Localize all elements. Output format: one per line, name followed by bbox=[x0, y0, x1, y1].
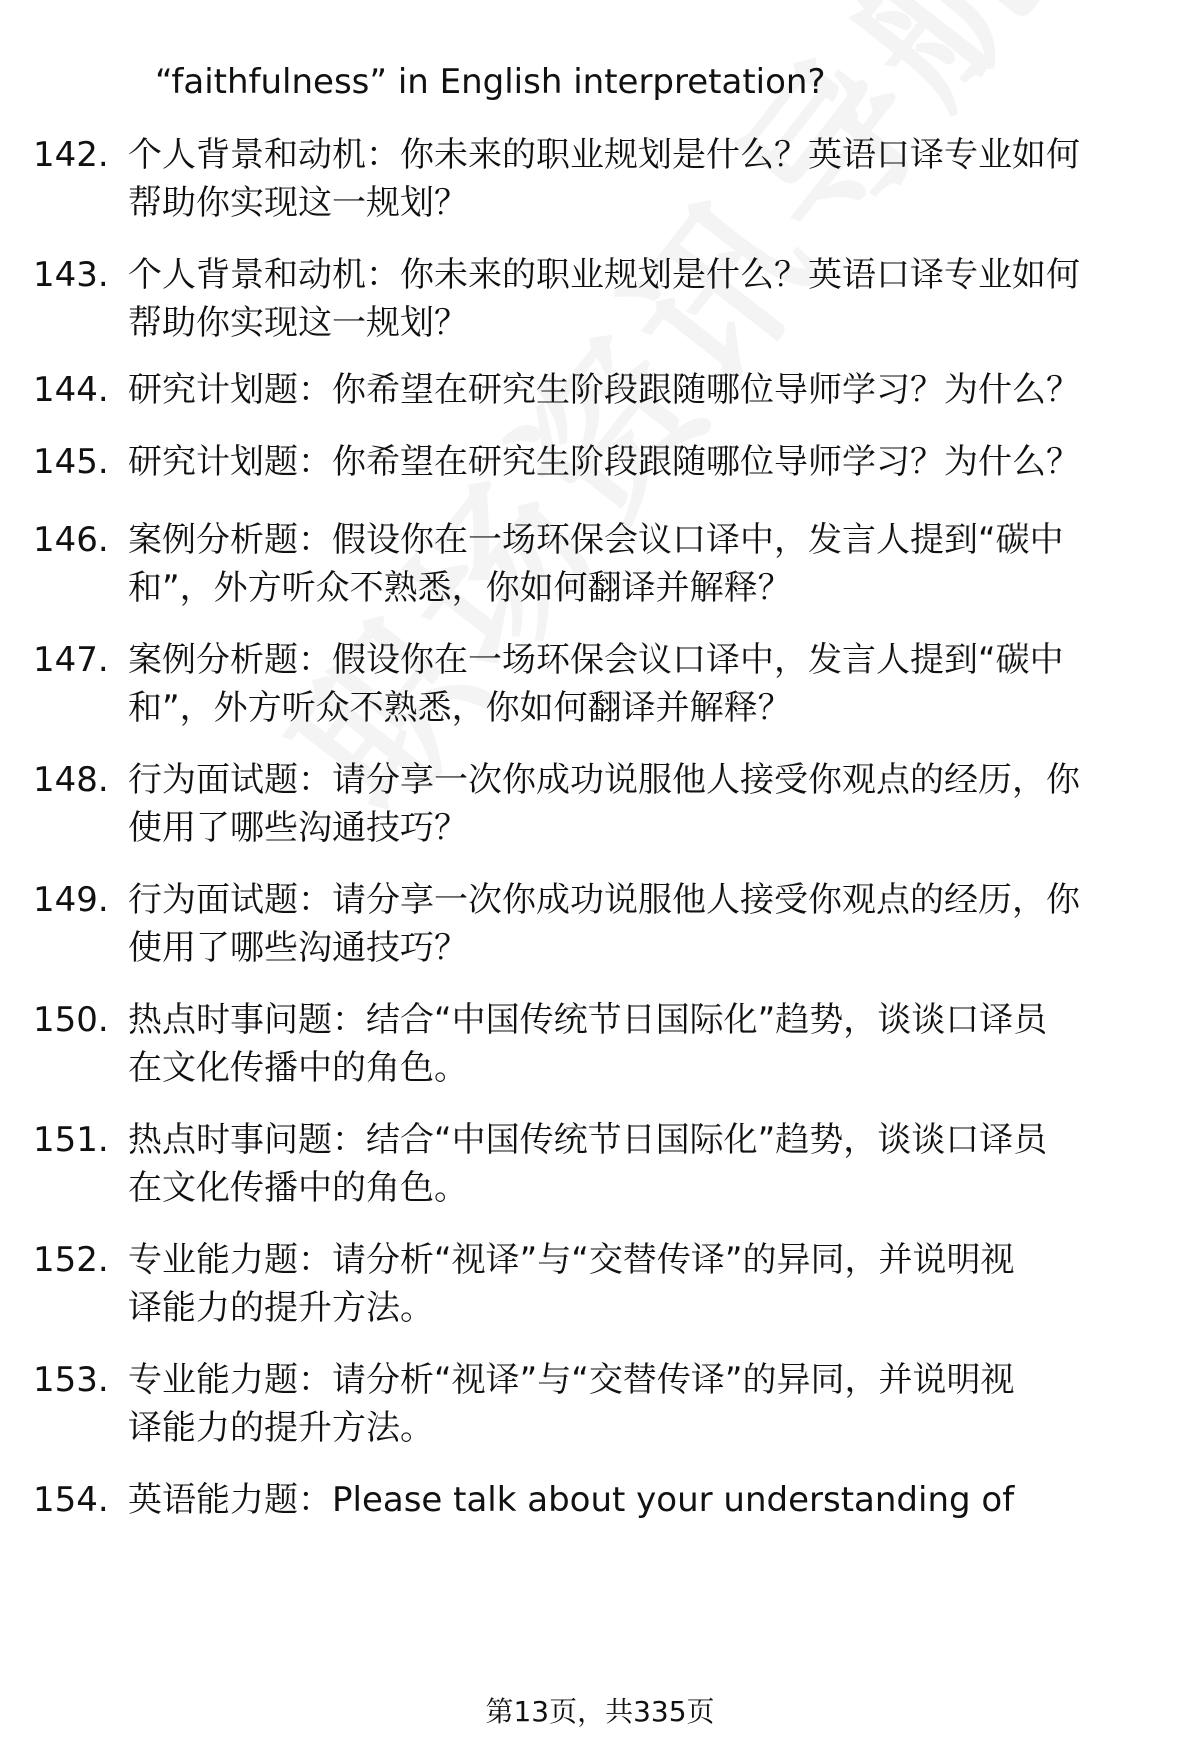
question-text: 个人背景和动机：你未来的职业规划是什么？英语口译专业如何 帮助你实现这一规划？ bbox=[128, 135, 1080, 223]
question-text: 专业能力题：请分析“视译”与“交替传译”的异同，并说明视 译能力的提升方法。 bbox=[128, 1240, 1015, 1328]
question-number: 150. bbox=[33, 1000, 109, 1040]
question-number: 148. bbox=[33, 760, 109, 800]
question-number: 147. bbox=[33, 640, 109, 680]
page-number-footer: 第13页，共335页 bbox=[485, 1695, 715, 1728]
question-number: 144. bbox=[33, 370, 109, 410]
question-number: 145. bbox=[33, 442, 109, 482]
question-text: 研究计划题：你希望在研究生阶段跟随哪位导师学习？为什么？ bbox=[128, 442, 1080, 482]
question-text: 案例分析题：假设你在一场环保会议口译中，发言人提到“碳中 和”，外方听众不熟悉，你如何翻译并解释？ bbox=[128, 640, 1064, 728]
question-number: 151. bbox=[33, 1120, 109, 1160]
question-text: 行为面试题：请分享一次你成功说服他人接受你观点的经历，你 使用了哪些沟通技巧？ bbox=[128, 880, 1080, 968]
question-text: 热点时事问题：结合“中国传统节日国际化”趋势，谈谈口译员 在文化传播中的角色。 bbox=[128, 1120, 1048, 1208]
question-number: 142. bbox=[33, 135, 109, 175]
question-number: 154. bbox=[33, 1480, 109, 1520]
question-text: 专业能力题：请分析“视译”与“交替传译”的异同，并说明视 译能力的提升方法。 bbox=[128, 1360, 1015, 1448]
question-number: 152. bbox=[33, 1240, 109, 1280]
question-text: 行为面试题：请分享一次你成功说服他人接受你观点的经历，你 使用了哪些沟通技巧？ bbox=[128, 760, 1080, 848]
question-text: 研究计划题：你希望在研究生阶段跟随哪位导师学习？为什么？ bbox=[128, 370, 1080, 410]
question-number: 143. bbox=[33, 255, 109, 295]
question-continuation-text: “faithfulness” in English interpretation? bbox=[155, 62, 826, 102]
question-number: 146. bbox=[33, 520, 109, 560]
question-number: 153. bbox=[33, 1360, 109, 1400]
question-text: 个人背景和动机：你未来的职业规划是什么？英语口译专业如何 帮助你实现这一规划？ bbox=[128, 255, 1080, 343]
question-text: 英语能力题：Please talk about your understanding of bbox=[128, 1480, 1015, 1520]
question-number: 149. bbox=[33, 880, 109, 920]
question-text: 热点时事问题：结合“中国传统节日国际化”趋势，谈谈口译员 在文化传播中的角色。 bbox=[128, 1000, 1048, 1088]
question-text: 案例分析题：假设你在一场环保会议口译中，发言人提到“碳中 和”，外方听众不熟悉，你如何翻译并解释？ bbox=[128, 520, 1064, 608]
